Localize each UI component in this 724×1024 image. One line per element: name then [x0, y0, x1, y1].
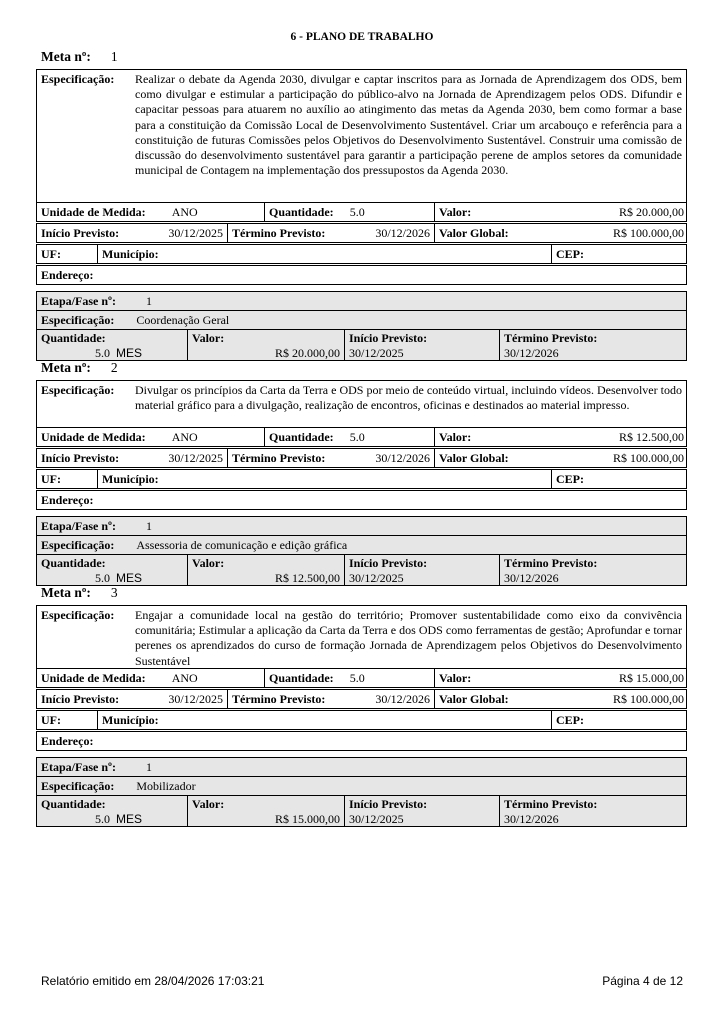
etapa-termino-previsto-label: Término Previsto:	[504, 797, 598, 811]
valor-value: R$ 15.000,00	[618, 671, 684, 685]
etapa-valor-line	[192, 571, 340, 586]
endereco	[37, 266, 688, 284]
municipio	[97, 245, 551, 263]
endereco	[37, 491, 688, 509]
etapa-termino-line	[504, 346, 684, 361]
etapa-inicio-previsto	[344, 796, 499, 826]
etapa-inicio-previsto	[344, 555, 499, 585]
etapa-fase-label: Etapa/Fase nº:	[41, 760, 116, 774]
page-title: 6 - PLANO DE TRABALHO	[290, 31, 434, 43]
quantidade-label: Quantidade:	[269, 671, 334, 685]
etapa-especificacao-value: Coordenação Geral	[136, 313, 230, 327]
etapa-fase	[37, 292, 688, 310]
valor-label: Valor:	[439, 430, 472, 444]
valor	[434, 203, 688, 221]
etapa-termino-line	[504, 812, 684, 827]
etapa-quantidade-value: 5.0	[95, 571, 110, 585]
etapa-inicio-previsto-value: 30/12/2025	[349, 812, 404, 826]
etapa-row	[36, 757, 687, 777]
prazos-row	[36, 223, 687, 243]
inicio-previsto-value: 30/12/2025	[168, 451, 223, 465]
etapa-quantidade	[37, 796, 187, 826]
termino-previsto	[227, 690, 434, 708]
cep	[551, 245, 688, 263]
specification-label: Especificação:	[41, 72, 115, 86]
etapa-especificacao-label: Especificação:	[41, 313, 115, 327]
valor-global-label: Valor Global:	[439, 451, 509, 465]
uf-label: UF:	[41, 472, 61, 486]
etapa-valor-value: R$ 12.500,00	[274, 571, 340, 585]
quantidade	[264, 203, 434, 221]
meta-specification	[37, 70, 686, 180]
etapa-termino-previsto	[499, 796, 688, 826]
valor	[434, 428, 688, 446]
termino-previsto	[227, 449, 434, 467]
inicio-previsto-label: Início Previsto:	[41, 692, 120, 706]
etapa-row	[36, 516, 687, 536]
endereco-label: Endereço:	[41, 734, 94, 748]
localidade-row	[36, 244, 687, 264]
cep	[551, 470, 688, 488]
uf	[37, 711, 97, 729]
unidade-medida	[37, 428, 264, 446]
etapa-quantidade	[37, 330, 187, 360]
etapa-quantidade-line	[95, 571, 183, 586]
unidade-row	[36, 668, 687, 688]
prazos-row	[36, 448, 687, 468]
endereco-label: Endereço:	[41, 268, 94, 282]
etapa-inicio-previsto-label: Início Previsto:	[349, 556, 428, 570]
valor-global-label: Valor Global:	[439, 692, 509, 706]
etapa-termino-line	[504, 571, 684, 586]
etapa-especificacao-label: Especificação:	[41, 779, 115, 793]
etapa-valor-value: R$ 15.000,00	[274, 812, 340, 826]
uf	[37, 245, 97, 263]
etapa-inicio-line	[349, 346, 495, 361]
etapa-fase-value: 1	[145, 519, 152, 533]
etapa-quantidade-label: Quantidade:	[41, 556, 106, 570]
unidade-row	[36, 202, 687, 222]
etapa-inicio-previsto-value: 30/12/2025	[349, 571, 404, 585]
localidade-row	[36, 469, 687, 489]
unidade-medida-value: ANO	[171, 205, 198, 219]
etapa-valores-row	[36, 329, 687, 361]
specification-label: Especificação:	[41, 383, 115, 397]
localidade-row	[36, 710, 687, 730]
quantidade-label: Quantidade:	[269, 205, 334, 219]
etapa-valor-label: Valor:	[192, 556, 225, 570]
quantidade	[264, 428, 434, 446]
cep-label: CEP:	[556, 247, 584, 261]
etapa-valor-value: R$ 20.000,00	[274, 346, 340, 360]
valor-global	[434, 449, 688, 467]
municipio-label: Município:	[102, 472, 159, 486]
etapa-especificacao-value: Mobilizador	[136, 779, 196, 793]
etapa-fase	[37, 517, 688, 535]
specification-text: Divulgar os princípios da Carta da Terra e ODS por meio de conteúdo virtual, incluindo vídeos. Desenvolver todo material gráfico para a divulgação, realização de encontros, oficinas e destinados ao material impresso.	[135, 383, 682, 413]
etapa-unidade-value: MES	[116, 812, 143, 826]
endereco-row	[36, 265, 687, 285]
etapa-inicio-line	[349, 571, 495, 586]
valor-global-value: R$ 100.000,00	[612, 226, 684, 240]
etapa-quantidade-value: 5.0	[95, 346, 110, 360]
etapa-especificacao-row	[36, 776, 687, 796]
termino-previsto-value: 30/12/2026	[375, 692, 430, 706]
inicio-previsto-value: 30/12/2025	[168, 226, 223, 240]
etapa-row	[36, 291, 687, 311]
etapa-valor	[187, 555, 344, 585]
termino-previsto-label: Término Previsto:	[232, 451, 326, 465]
etapa-termino-previsto-value: 30/12/2026	[504, 346, 559, 360]
cep-label: CEP:	[556, 472, 584, 486]
cep-label: CEP:	[556, 713, 584, 727]
etapa-especificacao	[37, 311, 688, 329]
inicio-previsto-value: 30/12/2025	[168, 692, 223, 706]
municipio-label: Município:	[102, 247, 159, 261]
etapa-quantidade	[37, 555, 187, 585]
valor-global-value: R$ 100.000,00	[612, 451, 684, 465]
inicio-previsto-label: Início Previsto:	[41, 226, 120, 240]
prazos-row	[36, 689, 687, 709]
etapa-unidade-value: MES	[116, 571, 143, 585]
etapa-valor	[187, 796, 344, 826]
valor-value: R$ 12.500,00	[618, 430, 684, 444]
report-emitted-footer: Relatório emitido em 28/04/2026 17:03:21	[41, 974, 265, 988]
specification-text: Engajar a comunidade local na gestão do território; Promover sustentabilidade como eixo da convivência comunitária; Estimular a aplicação da Carta da Terra e dos ODS como ferramentas de gestão; Aprofundar e tornar perenes os aprendizados do curso de formação Jornada de Aprendizagem pelos Objetivos do Desenvolvimento Sustentável	[135, 608, 682, 668]
unidade-medida-value: ANO	[171, 671, 198, 685]
etapa-valor	[187, 330, 344, 360]
etapa-quantidade-value: 5.0	[95, 812, 110, 826]
meta-specification-box	[36, 605, 687, 669]
meta-number: 1	[110, 49, 118, 64]
uf	[37, 470, 97, 488]
etapa-termino-previsto	[499, 330, 688, 360]
etapa-especificacao-row	[36, 310, 687, 330]
endereco-row	[36, 731, 687, 751]
etapa-valores-row	[36, 795, 687, 827]
quantidade-value: 5.0	[349, 430, 365, 444]
page-number-footer: Página 4 de 12	[602, 974, 683, 988]
etapa-valor-label: Valor:	[192, 331, 225, 345]
etapa-especificacao-row	[36, 535, 687, 555]
meta-heading-label: Meta nº:	[41, 49, 91, 64]
etapa-inicio-previsto-label: Início Previsto:	[349, 797, 428, 811]
etapa-quantidade-line	[95, 346, 183, 361]
unidade-medida	[37, 669, 264, 687]
municipio	[97, 470, 551, 488]
meta-number: 2	[110, 360, 118, 375]
meta-specification	[37, 606, 686, 671]
uf-label: UF:	[41, 247, 61, 261]
unidade-medida-label: Unidade de Medida:	[41, 205, 146, 219]
quantidade-label: Quantidade:	[269, 430, 334, 444]
termino-previsto-value: 30/12/2026	[375, 226, 430, 240]
etapa-quantidade-label: Quantidade:	[41, 331, 106, 345]
meta-heading	[41, 360, 118, 376]
meta-specification-box	[36, 380, 687, 428]
etapa-termino-previsto-value: 30/12/2026	[504, 571, 559, 585]
etapa-valor-label: Valor:	[192, 797, 225, 811]
etapa-fase-value: 1	[145, 760, 152, 774]
meta-specification-box	[36, 69, 687, 203]
etapa-termino-previsto-label: Término Previsto:	[504, 556, 598, 570]
meta-heading	[41, 585, 118, 601]
etapa-fase	[37, 758, 688, 776]
etapa-especificacao-label: Especificação:	[41, 538, 115, 552]
etapa-fase-label: Etapa/Fase nº:	[41, 294, 116, 308]
etapa-especificacao-value: Assessoria de comunicação e edição gráfica	[136, 538, 348, 552]
termino-previsto-label: Término Previsto:	[232, 692, 326, 706]
valor-global	[434, 224, 688, 242]
endereco-row	[36, 490, 687, 510]
quantidade	[264, 669, 434, 687]
unidade-medida-value: ANO	[171, 430, 198, 444]
etapa-especificacao	[37, 536, 688, 554]
etapa-inicio-previsto-value: 30/12/2025	[349, 346, 404, 360]
meta-heading-label: Meta nº:	[41, 360, 91, 375]
valor-global	[434, 690, 688, 708]
etapa-inicio-line	[349, 812, 495, 827]
etapa-valor-line	[192, 346, 340, 361]
quantidade-value: 5.0	[349, 205, 365, 219]
etapa-fase-value: 1	[145, 294, 152, 308]
valor-global-value: R$ 100.000,00	[612, 692, 684, 706]
etapa-valores-row	[36, 554, 687, 586]
etapa-valor-line	[192, 812, 340, 827]
inicio-previsto	[37, 690, 227, 708]
specification-label: Especificação:	[41, 608, 115, 622]
meta-number: 3	[110, 585, 118, 600]
unidade-medida	[37, 203, 264, 221]
etapa-especificacao	[37, 777, 688, 795]
etapa-termino-previsto-value: 30/12/2026	[504, 812, 559, 826]
etapa-termino-previsto-label: Término Previsto:	[504, 331, 598, 345]
valor	[434, 669, 688, 687]
meta-specification	[37, 381, 686, 415]
etapa-termino-previsto	[499, 555, 688, 585]
valor-global-label: Valor Global:	[439, 226, 509, 240]
valor-label: Valor:	[439, 671, 472, 685]
municipio	[97, 711, 551, 729]
endereco-label: Endereço:	[41, 493, 94, 507]
unidade-medida-label: Unidade de Medida:	[41, 430, 146, 444]
inicio-previsto	[37, 449, 227, 467]
termino-previsto-value: 30/12/2026	[375, 451, 430, 465]
valor-label: Valor:	[439, 205, 472, 219]
quantidade-value: 5.0	[349, 671, 365, 685]
etapa-quantidade-line	[95, 812, 183, 827]
specification-text: Realizar o debate da Agenda 2030, divulgar e captar inscritos para as Jornada de Aprendizagem dos ODS, bem como divulgar e estimular a participação do público-alvo na Jornada de Aprendizagem pelos ODS. Difundir e capacitar pessoas para atuarem no auxílio ao atingimento das metas da Agenda 2030, bem como formar a base para a constituição da Comissão Local de Desenvolvimento Sustentável. Criar um arcabouço e referência para a constituição de futuras Comissões pelos Objetivos do Desenvolvimento Sustentável. Construir uma comissão de discussão do desenvolvimento sustentável para garantir a participação perene de amplos setores da comunidade municipal de Contagem na implementação dos pressupostos da Agenda 2030.	[135, 72, 682, 178]
unidade-medida-label: Unidade de Medida:	[41, 671, 146, 685]
etapa-fase-label: Etapa/Fase nº:	[41, 519, 116, 533]
etapa-quantidade-label: Quantidade:	[41, 797, 106, 811]
cep	[551, 711, 688, 729]
termino-previsto	[227, 224, 434, 242]
uf-label: UF:	[41, 713, 61, 727]
inicio-previsto-label: Início Previsto:	[41, 451, 120, 465]
termino-previsto-label: Término Previsto:	[232, 226, 326, 240]
etapa-inicio-previsto-label: Início Previsto:	[349, 331, 428, 345]
unidade-row	[36, 427, 687, 447]
meta-heading	[41, 49, 118, 65]
valor-value: R$ 20.000,00	[618, 205, 684, 219]
inicio-previsto	[37, 224, 227, 242]
etapa-unidade-value: MES	[116, 346, 143, 360]
meta-heading-label: Meta nº:	[41, 585, 91, 600]
etapa-inicio-previsto	[344, 330, 499, 360]
endereco	[37, 732, 688, 750]
municipio-label: Município:	[102, 713, 159, 727]
